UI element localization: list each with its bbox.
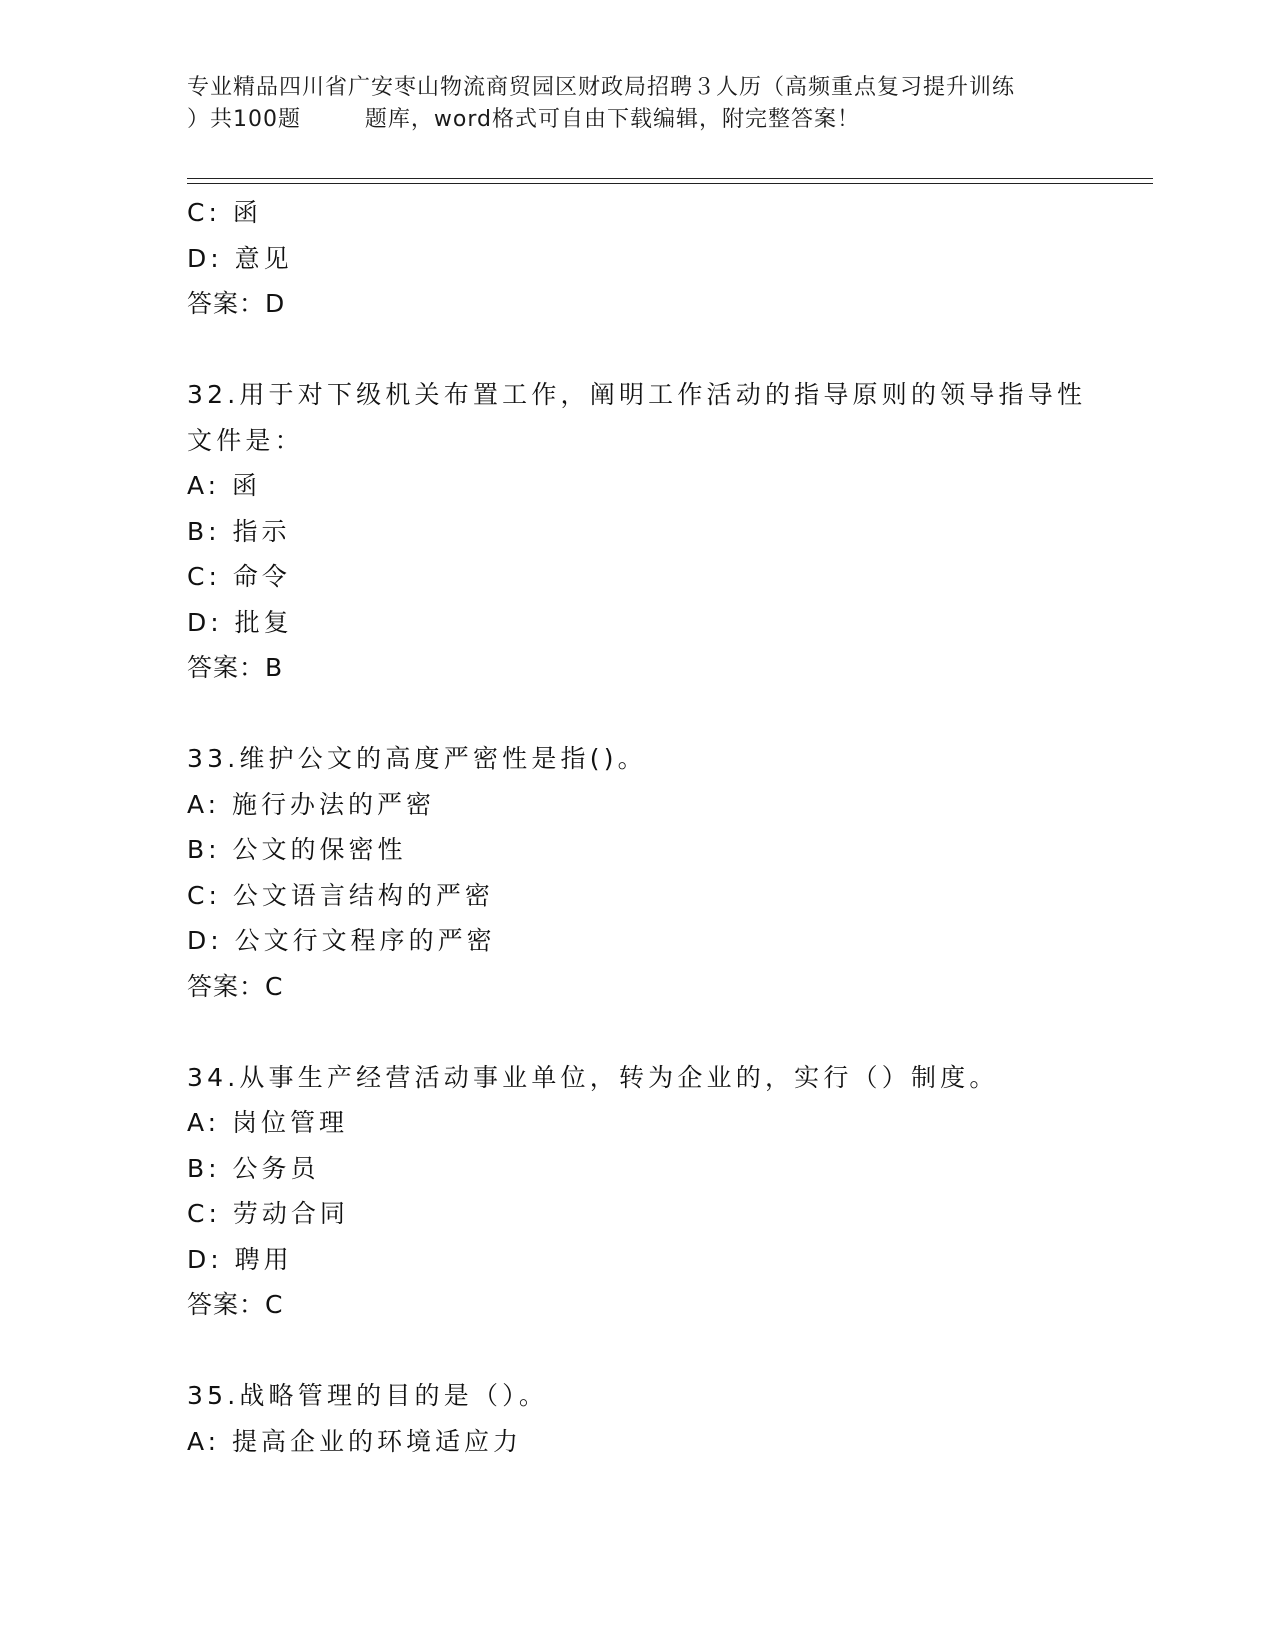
option-d: D: 聘用 xyxy=(187,1244,293,1274)
answer-line xyxy=(187,964,1153,1010)
option-b: B: 公文的保密性 xyxy=(187,835,407,864)
question-text-cont: 文件是： xyxy=(187,425,304,455)
answer-label: 答案： xyxy=(187,971,266,1001)
option-a: A: 函 xyxy=(187,471,262,500)
answer-line xyxy=(187,1282,1153,1328)
question-list xyxy=(187,190,1153,1464)
answer-label: 答案： xyxy=(187,289,266,318)
header-divider-top xyxy=(187,178,1153,179)
option-a: A: 岗位管理 xyxy=(187,1108,349,1137)
answer-value: D xyxy=(265,289,289,318)
option-d: D: 意见 xyxy=(187,243,293,273)
answer-label: 答案： xyxy=(187,1290,266,1319)
question-block-34 xyxy=(187,1055,1153,1328)
option-b: B: 指示 xyxy=(187,516,291,546)
option-d: D: 批复 xyxy=(187,607,293,637)
option-a: A: 提高企业的环境适应力 xyxy=(187,1426,523,1456)
spacer xyxy=(187,327,1153,373)
question-text: 32.用于对下级机关布置工作，阐明工作活动的指导原则的领导指导性 xyxy=(187,380,1087,409)
option-a: A: 施行办法的严密 xyxy=(187,789,436,819)
header-divider-bottom xyxy=(187,183,1153,184)
option-c: C: 命令 xyxy=(187,562,291,591)
header-line-1: 专业精品四川省广安枣山物流商贸园区财政局招聘３人历（高频重点复习提升训练 xyxy=(187,75,1016,100)
answer-value: B xyxy=(265,653,287,682)
answer-label: 答案： xyxy=(187,653,266,682)
question-block-33 xyxy=(187,736,1153,1009)
spacer xyxy=(187,1009,1153,1055)
document-header xyxy=(187,72,1087,136)
option-c: C: 函 xyxy=(187,198,262,227)
question-text: 33.维护公文的高度严密性是指()。 xyxy=(187,744,647,773)
answer-line xyxy=(187,281,1153,327)
question-text: 34.从事生产经营活动事业单位，转为企业的，实行（）制度。 xyxy=(187,1062,999,1092)
question-text: 35.战略管理的目的是（）。 xyxy=(187,1381,549,1410)
spacer xyxy=(187,1328,1153,1374)
answer-value: C xyxy=(265,971,287,1001)
header-line-2: ）共100题 题库，word格式可自由下载编辑，附完整答案！ xyxy=(187,107,861,132)
answer-value: C xyxy=(265,1290,287,1319)
question-block-32 xyxy=(187,372,1153,691)
option-d: D: 公文行文程序的严密 xyxy=(187,926,496,955)
answer-line xyxy=(187,645,1153,691)
spacer xyxy=(187,691,1153,737)
option-c: C: 公文语言结构的严密 xyxy=(187,880,494,910)
question-block-prev xyxy=(187,190,1153,327)
question-block-35 xyxy=(187,1373,1153,1464)
option-c: C: 劳动合同 xyxy=(187,1199,349,1228)
option-b: B: 公务员 xyxy=(187,1153,320,1183)
